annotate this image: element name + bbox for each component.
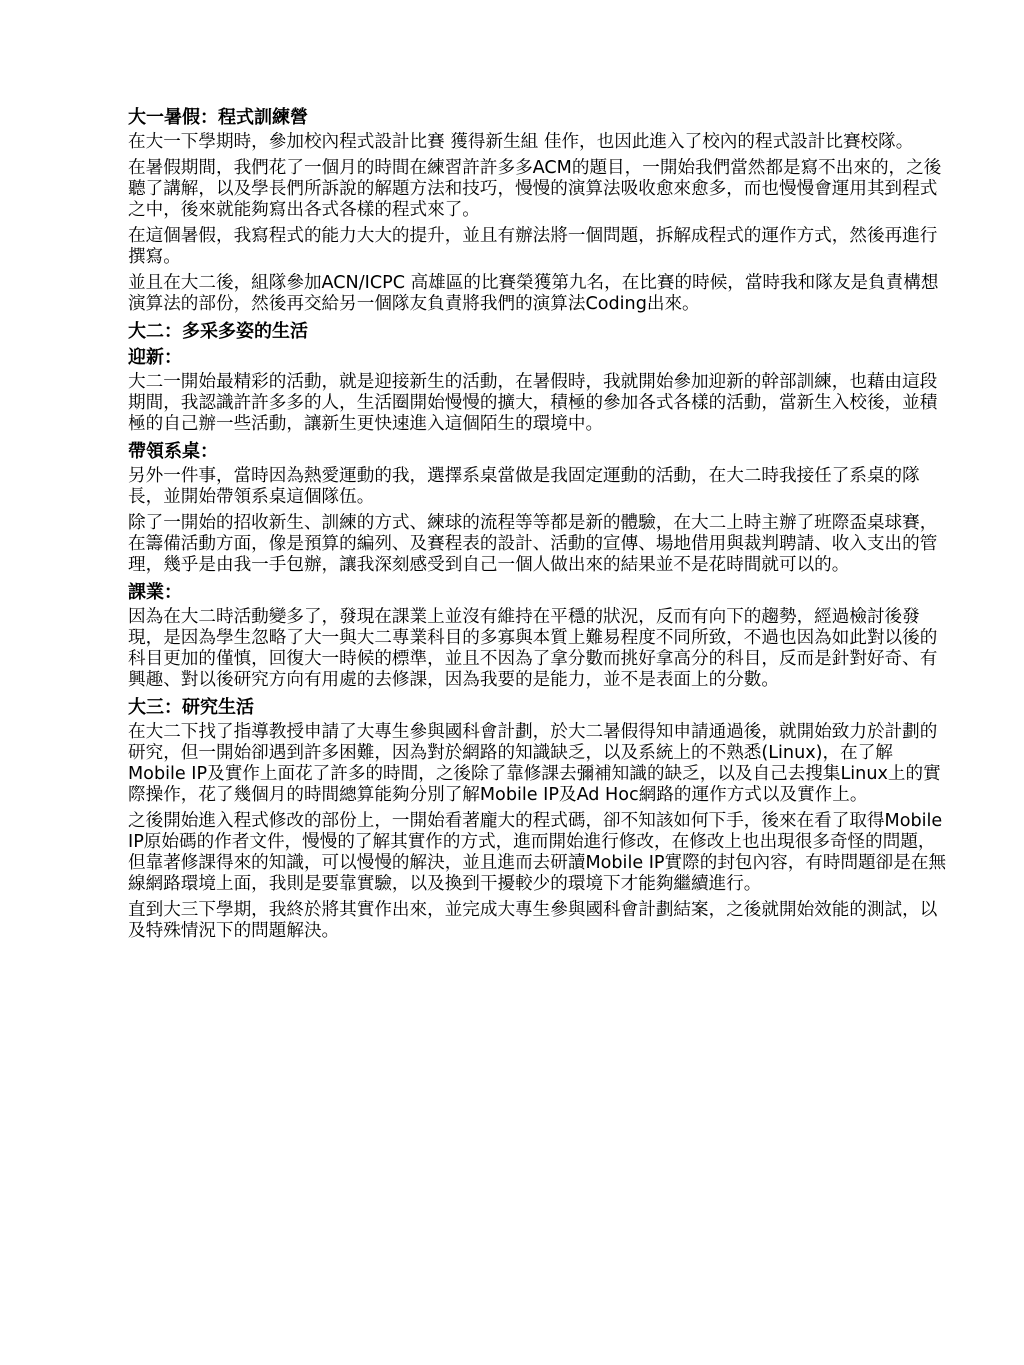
document-body: [128, 106, 948, 947]
paragraph: 直到大三下學期，我終於將其實作出來，並完成大專生參與國科會計劃結案，之後就開始效能的測試，以及特殊情況下的問題解決。: [128, 900, 938, 941]
section-heading-freshman-summer: 大一暑假：程式訓練營: [128, 107, 308, 128]
paragraph: 之後開始進入程式修改的部份上，一開始看著龐大的程式碼，卻不知該如何下手，後來在看了取得Mobile IP原始碼的作者文件，慢慢的了解其實作的方式，進而開始進行修改，在修改上也出現很多奇怪的問題，但靠著修課得來的知識，可以慢慢的解決，並且進而去研讀Mobile IP實際的封包內容，有時問題卻是在無線網路環境上面，我則是要靠實驗，以及換到干擾較少的環境下才能夠繼續進行。: [128, 811, 947, 894]
paragraph: 在這個暑假，我寫程式的能力大大的提升，並且有辦法將一個問題，拆解成程式的運作方式，然後再進行撰寫。: [128, 226, 938, 267]
paragraph: 在暑假期間，我們花了一個月的時間在練習許許多多ACM的題目，一開始我們當然都是寫不出來的，之後聽了講解，以及學長們所訴說的解題方法和技巧，慢慢的演算法吸收愈來愈多，而也慢慢會運用其到程式之中，後來就能夠寫出各式各樣的程式來了。: [128, 158, 942, 220]
paragraph: 因為在大二時活動變多了，發現在課業上並沒有維持在平穩的狀況，反而有向下的趨勢，經過檢討後發現，是因為學生忽略了大一與大二專業科目的多寡與本質上難易程度不同所致，不過也因為如此對以後的科目更加的僅慎，回復大一時候的標準，並且不因為了拿分數而挑好拿高分的科目，反而是針對好奇、有興趣、對以後研究方向有用處的去修課，因為我要的是能力，並不是表面上的分數。: [128, 607, 938, 690]
paragraph: 另外一件事，當時因為熱愛運動的我，選擇系桌當做是我固定運動的活動，在大二時我接任了系桌的隊長，並開始帶領系桌這個隊伍。: [128, 466, 920, 507]
paragraph: 除了一開始的招收新生、訓練的方式、練球的流程等等都是新的體驗，在大二上時主辦了班際盃桌球賽，在籌備活動方面，像是預算的編列、及賽程表的設計、活動的宣傳、場地借用與裁判聘請、收入支出的管理，幾乎是由我一手包辦，讓我深刻感受到自己一個人做出來的結果並不是花時間就可以的。: [128, 513, 938, 575]
subheading-table-tennis-team: 帶領系桌：: [128, 441, 218, 462]
paragraph: 在大一下學期時，參加校內程式設計比賽 獲得新生組 佳作，也因此進入了校內的程式設計比賽校隊。: [128, 132, 914, 152]
subheading-orientation: 迎新：: [128, 347, 182, 368]
paragraph: 大二一開始最精彩的活動，就是迎接新生的活動，在暑假時，我就開始參加迎新的幹部訓練，也藉由這段期間，我認識許許多多的人，生活圈開始慢慢的擴大，積極的參加各式各樣的活動，當新生入校後，並積極的自己辦一些活動，讓新生更快速進入這個陌生的環境中。: [128, 372, 938, 434]
section-heading-sophomore-life: 大二：多采多姿的生活: [128, 321, 308, 342]
paragraph: 並且在大二後，組隊參加ACN/ICPC 高雄區的比賽榮獲第九名，在比賽的時候，當時我和隊友是負責構想演算法的部份，然後再交給另一個隊友負責將我們的演算法Coding出來。: [128, 273, 939, 314]
subheading-coursework: 課業：: [128, 582, 182, 603]
section-heading-junior-research: 大三：研究生活: [128, 697, 254, 718]
paragraph: 在大二下找了指導教授申請了大專生參與國科會計劃，於大二暑假得知申請通過後，就開始致力於計劃的研究，但一開始卻遇到許多困難，因為對於網路的知識缺乏，以及系統上的不熟悉(Linux)，在了解Mobile IP及實作上面花了許多的時間，之後除了靠修課去彌補知識的缺乏，以及自己去搜集Linux上的實際操作，花了幾個月的時間總算能夠分別了解Mobile IP及Ad Hoc網路的運作方式以及實作上。: [128, 722, 941, 805]
